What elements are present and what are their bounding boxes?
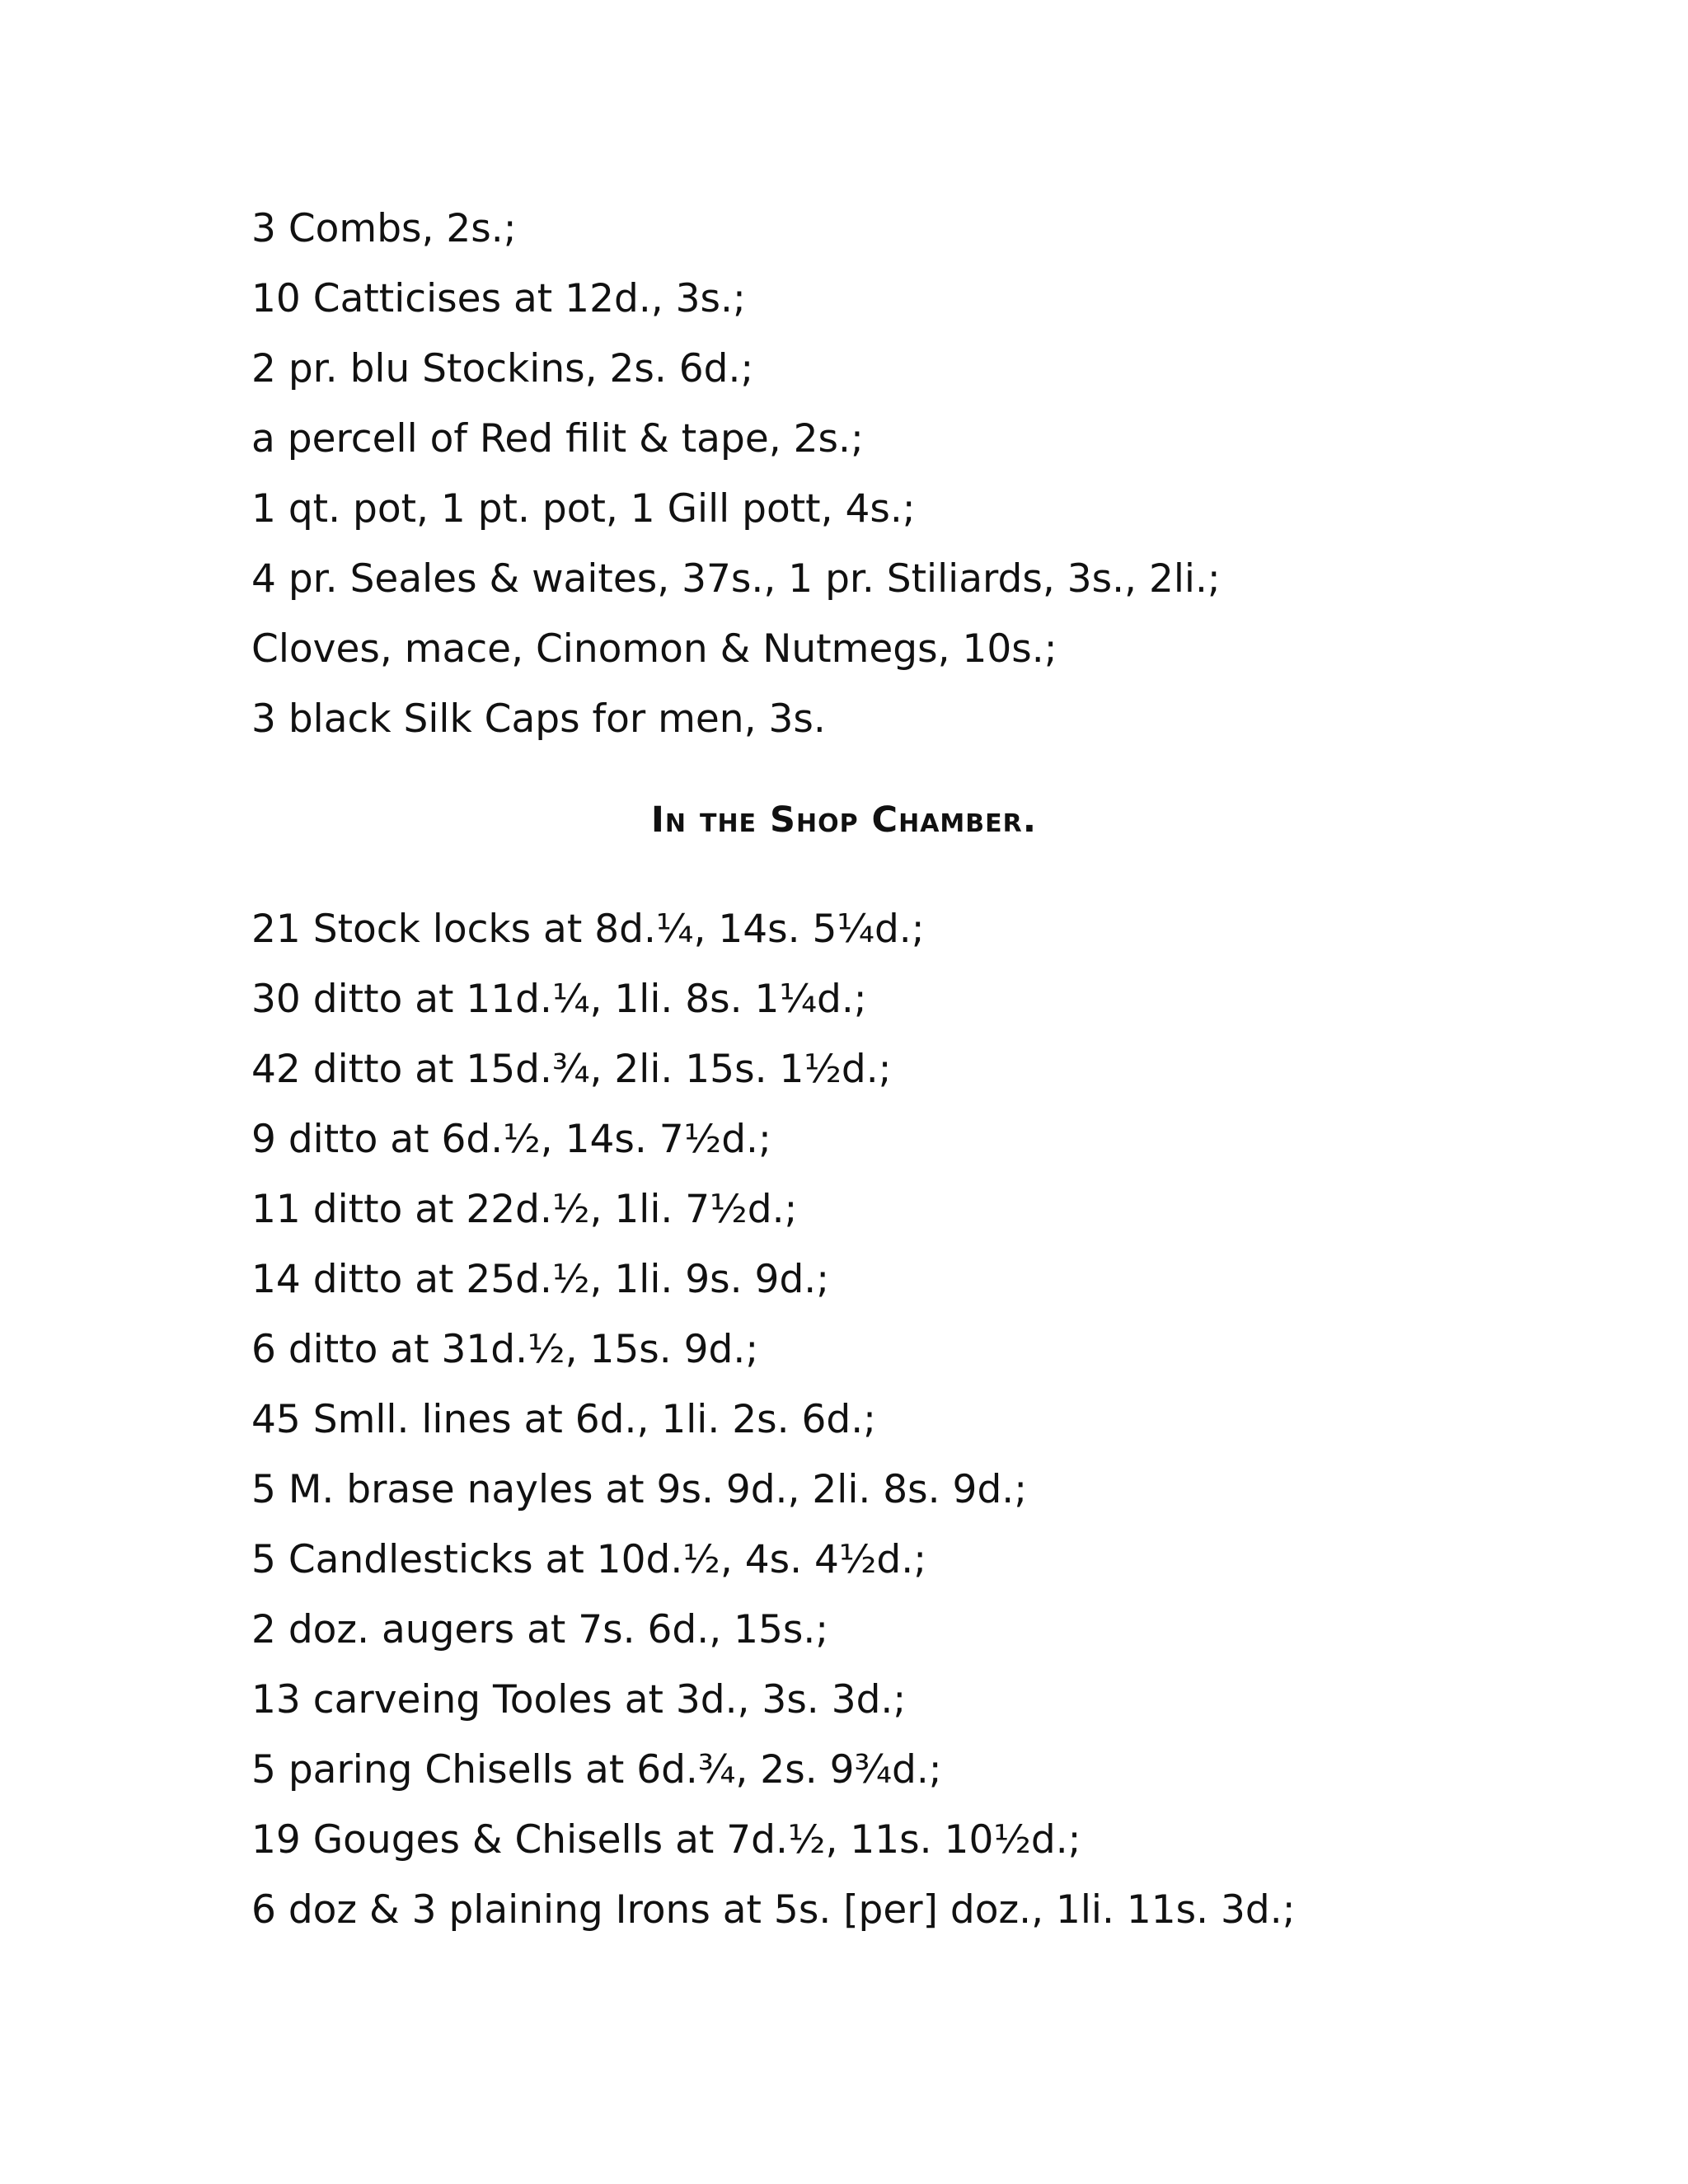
- inventory-line: 3 black Silk Caps for men, 3s.: [251, 696, 826, 742]
- inventory-line: 6 ditto at 31d.½, 15s. 9d.;: [251, 1327, 759, 1372]
- inventory-line: 5 Candlesticks at 10d.½, 4s. 4½d.;: [251, 1537, 927, 1582]
- inventory-line: 3 Combs, 2s.;: [251, 206, 517, 251]
- inventory-line: 21 Stock locks at 8d.¼, 14s. 5¼d.;: [251, 907, 925, 952]
- inventory-line: 9 ditto at 6d.½, 14s. 7½d.;: [251, 1117, 771, 1162]
- inventory-line: 4 pr. Seales & waites, 37s., 1 pr. Stiliards, 3s., 2li.;: [251, 556, 1221, 602]
- inventory-list-shop-chamber: [251, 894, 1296, 1945]
- section-heading-shop-chamber: In the Shop Chamber.: [650, 799, 1038, 841]
- inventory-list-top: [251, 194, 1221, 754]
- inventory-line: 1 qt. pot, 1 pt. pot, 1 Gill pott, 4s.;: [251, 486, 916, 532]
- inventory-line: 11 ditto at 22d.½, 1li. 7½d.;: [251, 1187, 798, 1232]
- inventory-line: 5 M. brase nayles at 9s. 9d., 2li. 8s. 9d.;: [251, 1467, 1028, 1512]
- inventory-line: 13 carveing Tooles at 3d., 3s. 3d.;: [251, 1677, 907, 1722]
- inventory-line: 30 ditto at 11d.¼, 1li. 8s. 1¼d.;: [251, 977, 867, 1022]
- inventory-line: 5 paring Chisells at 6d.¾, 2s. 9¾d.;: [251, 1747, 942, 1793]
- inventory-line: 42 ditto at 15d.¾, 2li. 15s. 1½d.;: [251, 1047, 892, 1092]
- inventory-line: 10 Catticises at 12d., 3s.;: [251, 276, 746, 321]
- inventory-line: Cloves, mace, Cinomon & Nutmegs, 10s.;: [251, 626, 1057, 672]
- inventory-line: 2 doz. augers at 7s. 6d., 15s.;: [251, 1607, 829, 1652]
- inventory-line: 2 pr. blu Stockins, 2s. 6d.;: [251, 346, 754, 391]
- inventory-line: 19 Gouges & Chisells at 7d.½, 11s. 10½d.;: [251, 1817, 1081, 1863]
- inventory-line: 45 Smll. lines at 6d., 1li. 2s. 6d.;: [251, 1397, 877, 1442]
- inventory-line: a percell of Red filit & tape, 2s.;: [251, 416, 864, 462]
- inventory-line: 14 ditto at 25d.½, 1li. 9s. 9d.;: [251, 1257, 830, 1302]
- inventory-line: 6 doz & 3 plaining Irons at 5s. [per] doz., 1li. 11s. 3d.;: [251, 1887, 1296, 1933]
